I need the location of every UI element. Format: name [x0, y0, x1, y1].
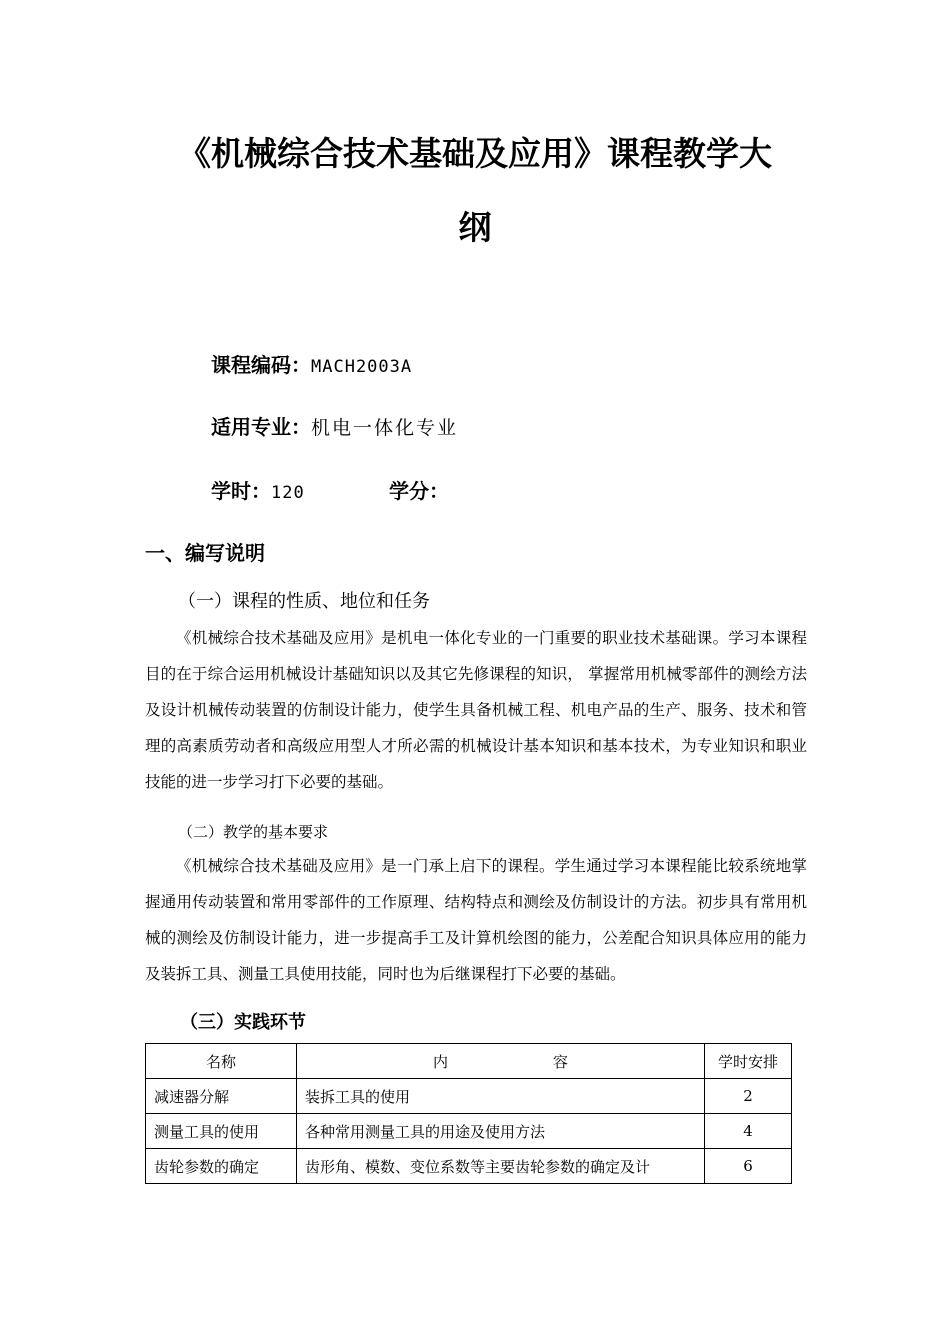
- course-code-value: MACH2003A: [311, 357, 413, 377]
- row-content: 装拆工具的使用: [297, 1079, 705, 1114]
- credit-label: 学分：: [389, 479, 449, 503]
- subsection-heading-nature: （一）课程的性质、地位和任务: [178, 591, 430, 612]
- table-row: [146, 1114, 792, 1149]
- course-code-label: 课程编码：: [211, 353, 311, 377]
- row-name: 齿轮参数的确定: [146, 1149, 297, 1184]
- table-row: [146, 1079, 792, 1114]
- major-label: 适用专业：: [211, 415, 311, 439]
- subsection-heading-practice: （三）实践环节: [180, 1012, 306, 1033]
- hours-label: 学时：: [211, 479, 271, 503]
- document-title-line2: 纲: [458, 208, 492, 247]
- section-heading-writing-notes: 一、编写说明: [145, 541, 265, 565]
- paragraph-requirements: 《机械综合技术基础及应用》是一门承上启下的课程。学生通过学习本课程能比较系统地掌握通用传动装置和常用零部件的工作原理、结构特点和测绘及仿制设计的方法。初步具有常用机械的测绘及仿制设计能力，进一步提高手工及计算机绘图的能力，公差配合知识具体应用的能力及装拆工具、测量工具使用技能，同时也为后继课程打下必要的基础。: [145, 857, 807, 983]
- hours-value: 120: [271, 483, 305, 503]
- table-row: [146, 1149, 792, 1184]
- major-line: [211, 414, 458, 441]
- header-name: 名称: [146, 1044, 297, 1079]
- row-name: 减速器分解: [146, 1079, 297, 1114]
- course-code-line: [211, 352, 412, 380]
- header-content: [297, 1044, 705, 1079]
- paragraph-nature: 《机械综合技术基础及应用》是机电一体化专业的一门重要的职业技术基础课。学习本课程目的在于综合运用机械设计基础知识以及其它先修课程的知识， 掌握常用机械零部件的测绘方法及设计机械传动装置的仿制设计能力，使学生具备机械工程、机电产品的生产、服务、技术和管理的高素质劳动者和高级应用型人才所必需的机械设计基本知识和基本技术，为专业知识和职业技能的进一步学习打下必要的基础。: [145, 629, 807, 791]
- hours-line: [211, 478, 305, 506]
- row-hours: 6: [705, 1149, 792, 1184]
- row-hours: 4: [705, 1114, 792, 1149]
- row-name: 测量工具的使用: [146, 1114, 297, 1149]
- document-title-line1: 《机械综合技术基础及应用》课程教学大: [178, 134, 772, 173]
- major-value: 机电一体化专业: [311, 417, 459, 439]
- subsection-heading-requirements: （二）教学的基本要求: [178, 823, 329, 841]
- row-content: 齿形角、模数、变位系数等主要齿轮参数的确定及计: [297, 1149, 705, 1184]
- row-hours: 2: [705, 1079, 792, 1114]
- header-content-a: 内: [433, 1052, 449, 1071]
- row-content: 各种常用测量工具的用途及使用方法: [297, 1114, 705, 1149]
- header-content-b: 容: [552, 1052, 568, 1071]
- header-hours: 学时安排: [705, 1044, 792, 1079]
- practice-table: [145, 1043, 792, 1184]
- table-header-row: [146, 1044, 792, 1079]
